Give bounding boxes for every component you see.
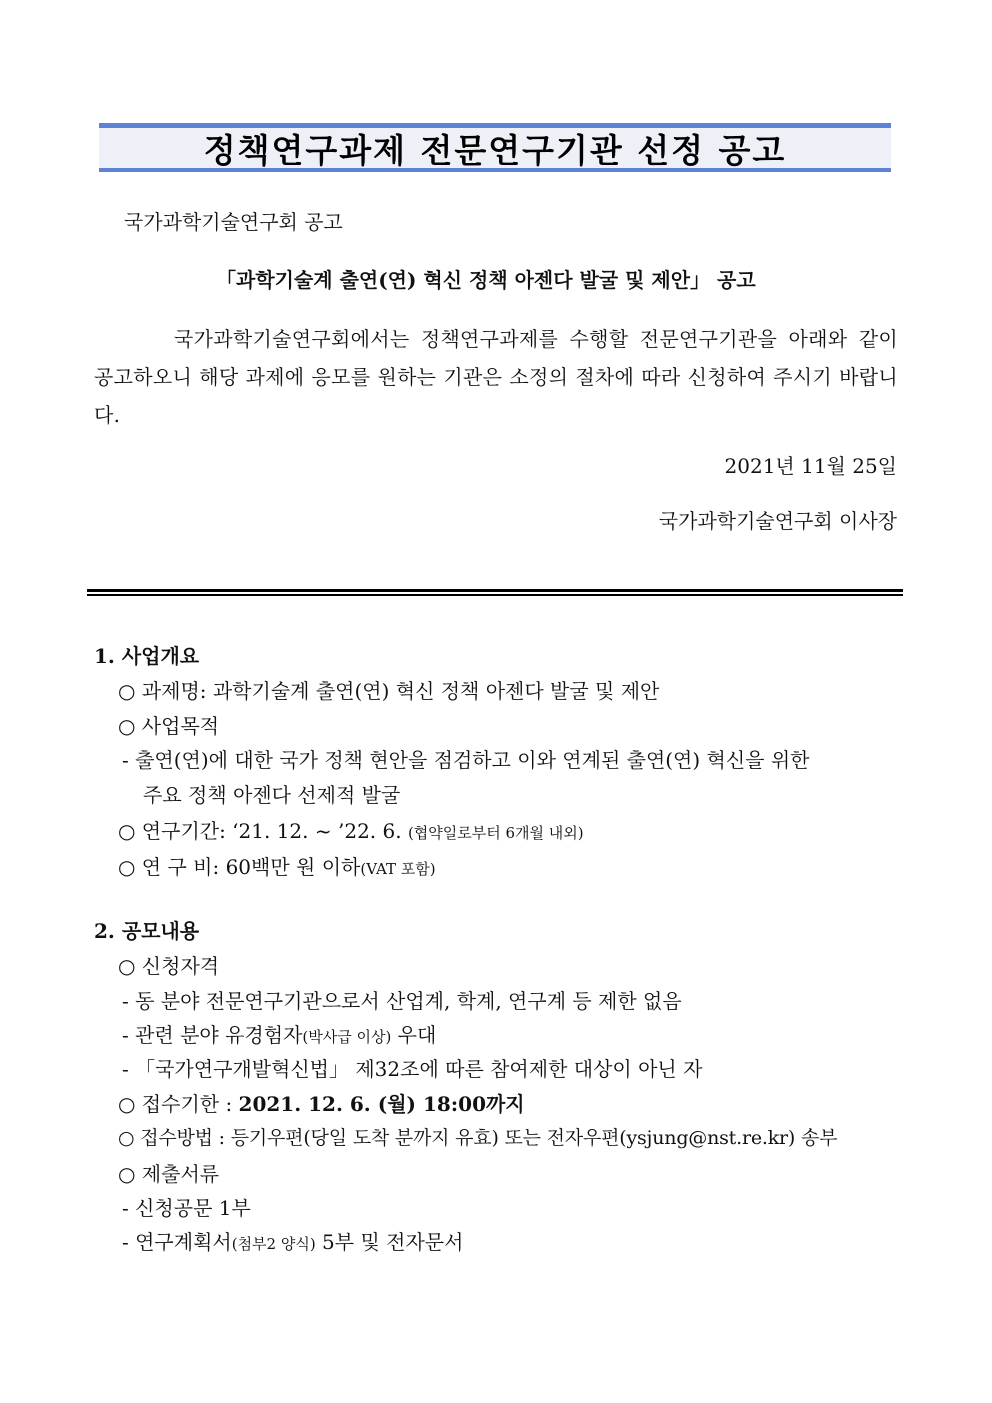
qualification-item-2-main: - 관련 분야 유경험자 xyxy=(122,1023,303,1047)
qualification-label: ○ 신청자격 xyxy=(118,954,220,978)
intro-paragraph: 국가과학기술연구회에서는 정책연구과제를 수행할 전문연구기관을 아래와 같이 공고하오니 해당 과제에 응모를 원하는 기관은 소정의 절차에 따라 신청하여 주시기 바랍니다. xyxy=(94,327,898,427)
document-item-2-note: (첨부2 양식) xyxy=(231,1235,316,1253)
research-period xyxy=(118,815,584,844)
title-banner xyxy=(99,123,891,172)
purpose-line-2: 주요 정책 아젠다 선제적 발굴 xyxy=(143,783,401,807)
task-name: ○ 과제명: 과학기술계 출연(연) 혁신 정책 아젠다 발굴 및 제안 xyxy=(118,679,660,703)
document-item-2-tail: 5부 및 전자문서 xyxy=(315,1230,464,1254)
research-period-main: ○ 연구기간: ‘21. 12. ~ ’22. 6. xyxy=(118,819,402,843)
document-title: 정책연구과제 전문연구기관 선정 공고 xyxy=(203,130,787,170)
deadline xyxy=(118,1088,525,1117)
section-2-heading: 2. 공모내용 xyxy=(94,919,200,943)
research-budget-note: (VAT 포함) xyxy=(360,860,436,878)
qualification-item-2-note: (박사급 이상) xyxy=(302,1028,392,1046)
document-item-1: - 신청공문 1부 xyxy=(122,1196,251,1220)
announcement-date: 2021년 11월 25일 xyxy=(724,454,897,478)
announcement-subtitle: 「과학기술계 출연(연) 혁신 정책 아젠다 발굴 및 제안」 공고 xyxy=(216,268,756,292)
qualification-item-3: - 「국가연구개발혁신법」 제32조에 따른 참여제한 대상이 아닌 자 xyxy=(122,1057,703,1081)
section-1-heading: 1. 사업개요 xyxy=(94,644,200,668)
signer: 국가과학기술연구회 이사장 xyxy=(658,509,897,533)
qualification-item-1: - 동 분야 전문연구기관으로서 산업계, 학계, 연구계 등 제한 없음 xyxy=(122,989,682,1013)
deadline-label: ○ 접수기한 : xyxy=(118,1092,239,1116)
document-item-2-main: - 연구계획서 xyxy=(122,1230,232,1254)
research-period-note: (협약일로부터 6개월 내외) xyxy=(407,824,584,842)
qualification-item-2 xyxy=(122,1019,436,1048)
qualification-item-2-tail: 우대 xyxy=(391,1023,437,1047)
document-item-2 xyxy=(122,1226,463,1255)
divider-rule xyxy=(87,589,903,592)
deadline-value: 2021. 12. 6. (월) 18:00까지 xyxy=(238,1092,525,1116)
purpose-line-1: - 출연(연)에 대한 국가 정책 현안을 점검하고 이와 연계된 출연(연) 혁신을 위한 xyxy=(122,748,810,772)
research-budget xyxy=(118,851,436,880)
submission-method: ○ 접수방법 : 등기우편(당일 도착 분까지 유효) 또는 전자우편(ysjung@nst.re.kr) 송부 xyxy=(118,1127,838,1149)
purpose-label: ○ 사업목적 xyxy=(118,714,220,738)
documents-label: ○ 제출서류 xyxy=(118,1162,220,1186)
announcer: 국가과학기술연구회 공고 xyxy=(124,210,343,234)
divider-rule-secondary xyxy=(87,594,903,596)
research-budget-main: ○ 연 구 비: 60백만 원 이하 xyxy=(118,855,361,879)
